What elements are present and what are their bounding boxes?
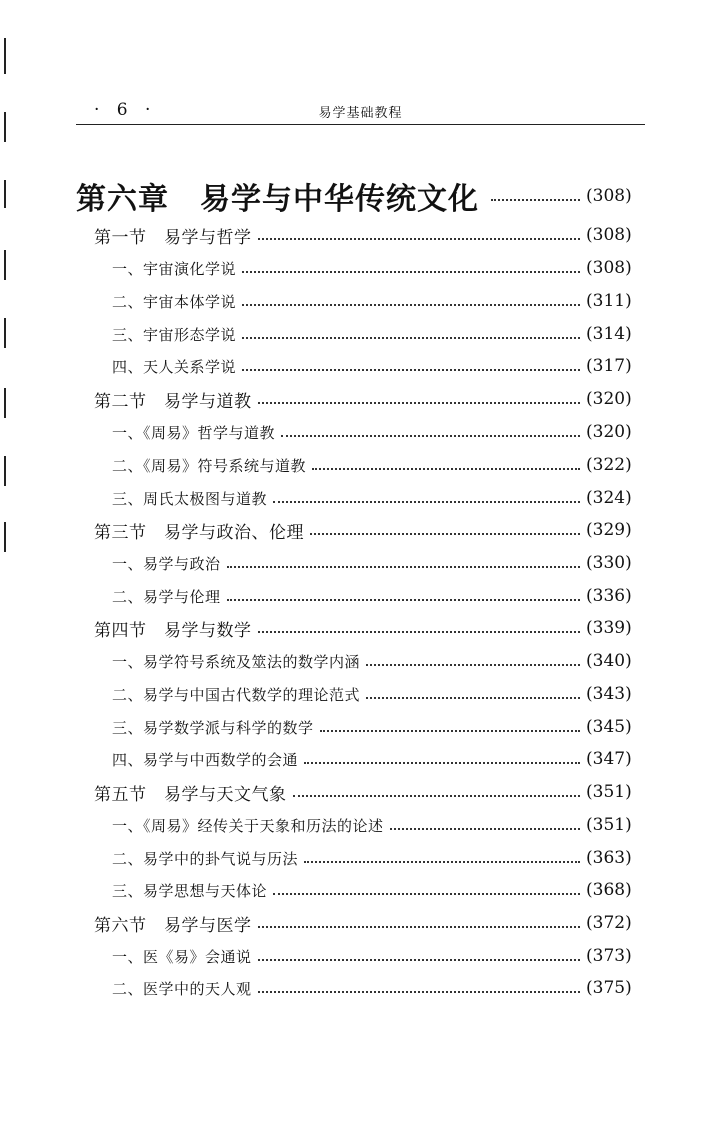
toc-item-row[interactable]: [112, 419, 642, 445]
toc-page-number: (373): [586, 946, 632, 966]
toc-entry-title: 一、易学与政治: [112, 554, 221, 573]
toc-entry-title: 一、《周易》经传关于天象和历法的论述: [112, 816, 384, 835]
toc-item-row[interactable]: [112, 681, 642, 707]
toc-entry-title: 第六章 易学与中华传统文化: [76, 182, 479, 217]
toc-page-number: (329): [586, 520, 632, 540]
toc-entry-title: 二、《周易》符号系统与道教: [112, 456, 307, 475]
toc-item-row[interactable]: [112, 353, 642, 379]
toc-page-number: (345): [586, 717, 632, 737]
dot-leader: [310, 533, 580, 535]
toc-item-row[interactable]: [112, 583, 642, 609]
toc-page-number: (347): [586, 749, 632, 769]
toc-entry-title: 一、《周易》哲学与道教: [112, 423, 276, 442]
toc-page-number: (372): [586, 913, 632, 933]
toc-entry-title: 四、易学与中西数学的会通: [112, 750, 299, 769]
toc-item-row[interactable]: [112, 845, 642, 871]
toc-page-number: (375): [586, 978, 632, 998]
toc-page-number: (317): [586, 356, 632, 376]
toc-page-number: (320): [586, 422, 632, 442]
toc-entry-title: 第四节 易学与数学: [94, 620, 252, 641]
dot-leader: [227, 599, 580, 601]
dot-leader: [273, 501, 580, 503]
toc-item-row[interactable]: [112, 485, 642, 511]
toc-item-row[interactable]: [112, 975, 642, 1001]
toc-page-number: (351): [586, 782, 632, 802]
toc-page-number: (320): [586, 389, 632, 409]
toc-page-number: (330): [586, 553, 632, 573]
dot-leader: [242, 369, 580, 371]
dot-leader: [304, 861, 580, 863]
toc-section-row[interactable]: [94, 615, 642, 641]
toc-entry-title: 一、宇宙演化学说: [112, 259, 237, 278]
dot-leader: [366, 664, 580, 666]
dot-leader: [273, 893, 580, 895]
dot-leader: [390, 828, 580, 830]
dot-leader: [258, 238, 581, 240]
toc-item-row[interactable]: [112, 288, 642, 314]
toc-item-row[interactable]: [112, 877, 642, 903]
toc-entry-title: 二、易学中的卦气说与历法: [112, 849, 299, 868]
toc-entry-title: 一、医《易》会通说: [112, 947, 252, 966]
toc-page-number: (351): [586, 815, 632, 835]
toc-page-number: (308): [586, 258, 632, 278]
toc-item-row[interactable]: [112, 714, 642, 740]
dot-leader: [258, 926, 581, 928]
toc-page-number: (314): [586, 324, 632, 344]
toc-entry-title: 三、周氏太极图与道教: [112, 489, 268, 508]
dot-leader: [227, 566, 580, 568]
dot-leader: [293, 795, 581, 797]
toc-item-row[interactable]: [112, 648, 642, 674]
dot-leader: [242, 271, 580, 273]
page-number: · 6 ·: [94, 100, 157, 120]
toc-item-row[interactable]: [112, 452, 642, 478]
toc-entry-title: 二、宇宙本体学说: [112, 292, 237, 311]
toc-item-row[interactable]: [112, 550, 642, 576]
toc-entry-title: 一、易学符号系统及筮法的数学内涵: [112, 652, 361, 671]
toc-entry-title: 三、易学思想与天体论: [112, 881, 268, 900]
toc-chapter-row[interactable]: [76, 176, 642, 216]
toc-item-row[interactable]: [112, 321, 642, 347]
toc-item-row[interactable]: [112, 812, 642, 838]
toc-entry-title: 二、易学与伦理: [112, 587, 221, 606]
toc-page-number: (363): [586, 848, 632, 868]
toc-section-row[interactable]: [94, 910, 642, 936]
toc-page-number: (308): [586, 186, 632, 206]
toc-entry-title: 第一节 易学与哲学: [94, 227, 252, 248]
toc-page-number: (368): [586, 880, 632, 900]
dot-leader: [242, 337, 580, 339]
toc-page-number: (322): [586, 455, 632, 475]
dot-leader: [258, 402, 581, 404]
toc-entry-title: 二、医学中的天人观: [112, 979, 252, 998]
toc-entry-title: 三、宇宙形态学说: [112, 325, 237, 344]
dot-leader: [258, 631, 581, 633]
toc-section-row[interactable]: [94, 517, 642, 543]
toc-section-row[interactable]: [94, 779, 642, 805]
toc-entry-title: 第六节 易学与医学: [94, 915, 252, 936]
toc-item-row[interactable]: [112, 746, 642, 772]
toc-section-row[interactable]: [94, 386, 642, 412]
toc-page-number: (308): [586, 225, 632, 245]
toc-page-number: (324): [586, 488, 632, 508]
toc-entry-title: 四、天人关系学说: [112, 357, 237, 376]
toc-section-row[interactable]: [94, 222, 642, 248]
dot-leader: [258, 991, 580, 993]
toc-item-row[interactable]: [112, 255, 642, 281]
dot-leader: [491, 199, 580, 201]
toc-page-number: (311): [586, 291, 632, 311]
toc-entry-title: 第三节 易学与政治、伦理: [94, 522, 304, 543]
toc-page-number: (336): [586, 586, 632, 606]
toc-entry-title: 二、易学与中国古代数学的理论范式: [112, 685, 361, 704]
toc-entry-title: 第五节 易学与天文气象: [94, 784, 287, 805]
dot-leader: [312, 468, 580, 470]
dot-leader: [304, 762, 580, 764]
dot-leader: [281, 435, 580, 437]
dot-leader: [242, 304, 580, 306]
dot-leader: [366, 697, 580, 699]
dot-leader: [258, 959, 580, 961]
toc-entry-title: 第二节 易学与道教: [94, 391, 252, 412]
toc-item-row[interactable]: [112, 943, 642, 969]
toc-page-number: (343): [586, 684, 632, 704]
toc-page-number: (340): [586, 651, 632, 671]
book-title: 易学基础教程: [318, 106, 403, 121]
dot-leader: [320, 730, 580, 732]
toc-page-number: (339): [586, 618, 632, 638]
toc-entry-title: 三、易学数学派与科学的数学: [112, 718, 314, 737]
